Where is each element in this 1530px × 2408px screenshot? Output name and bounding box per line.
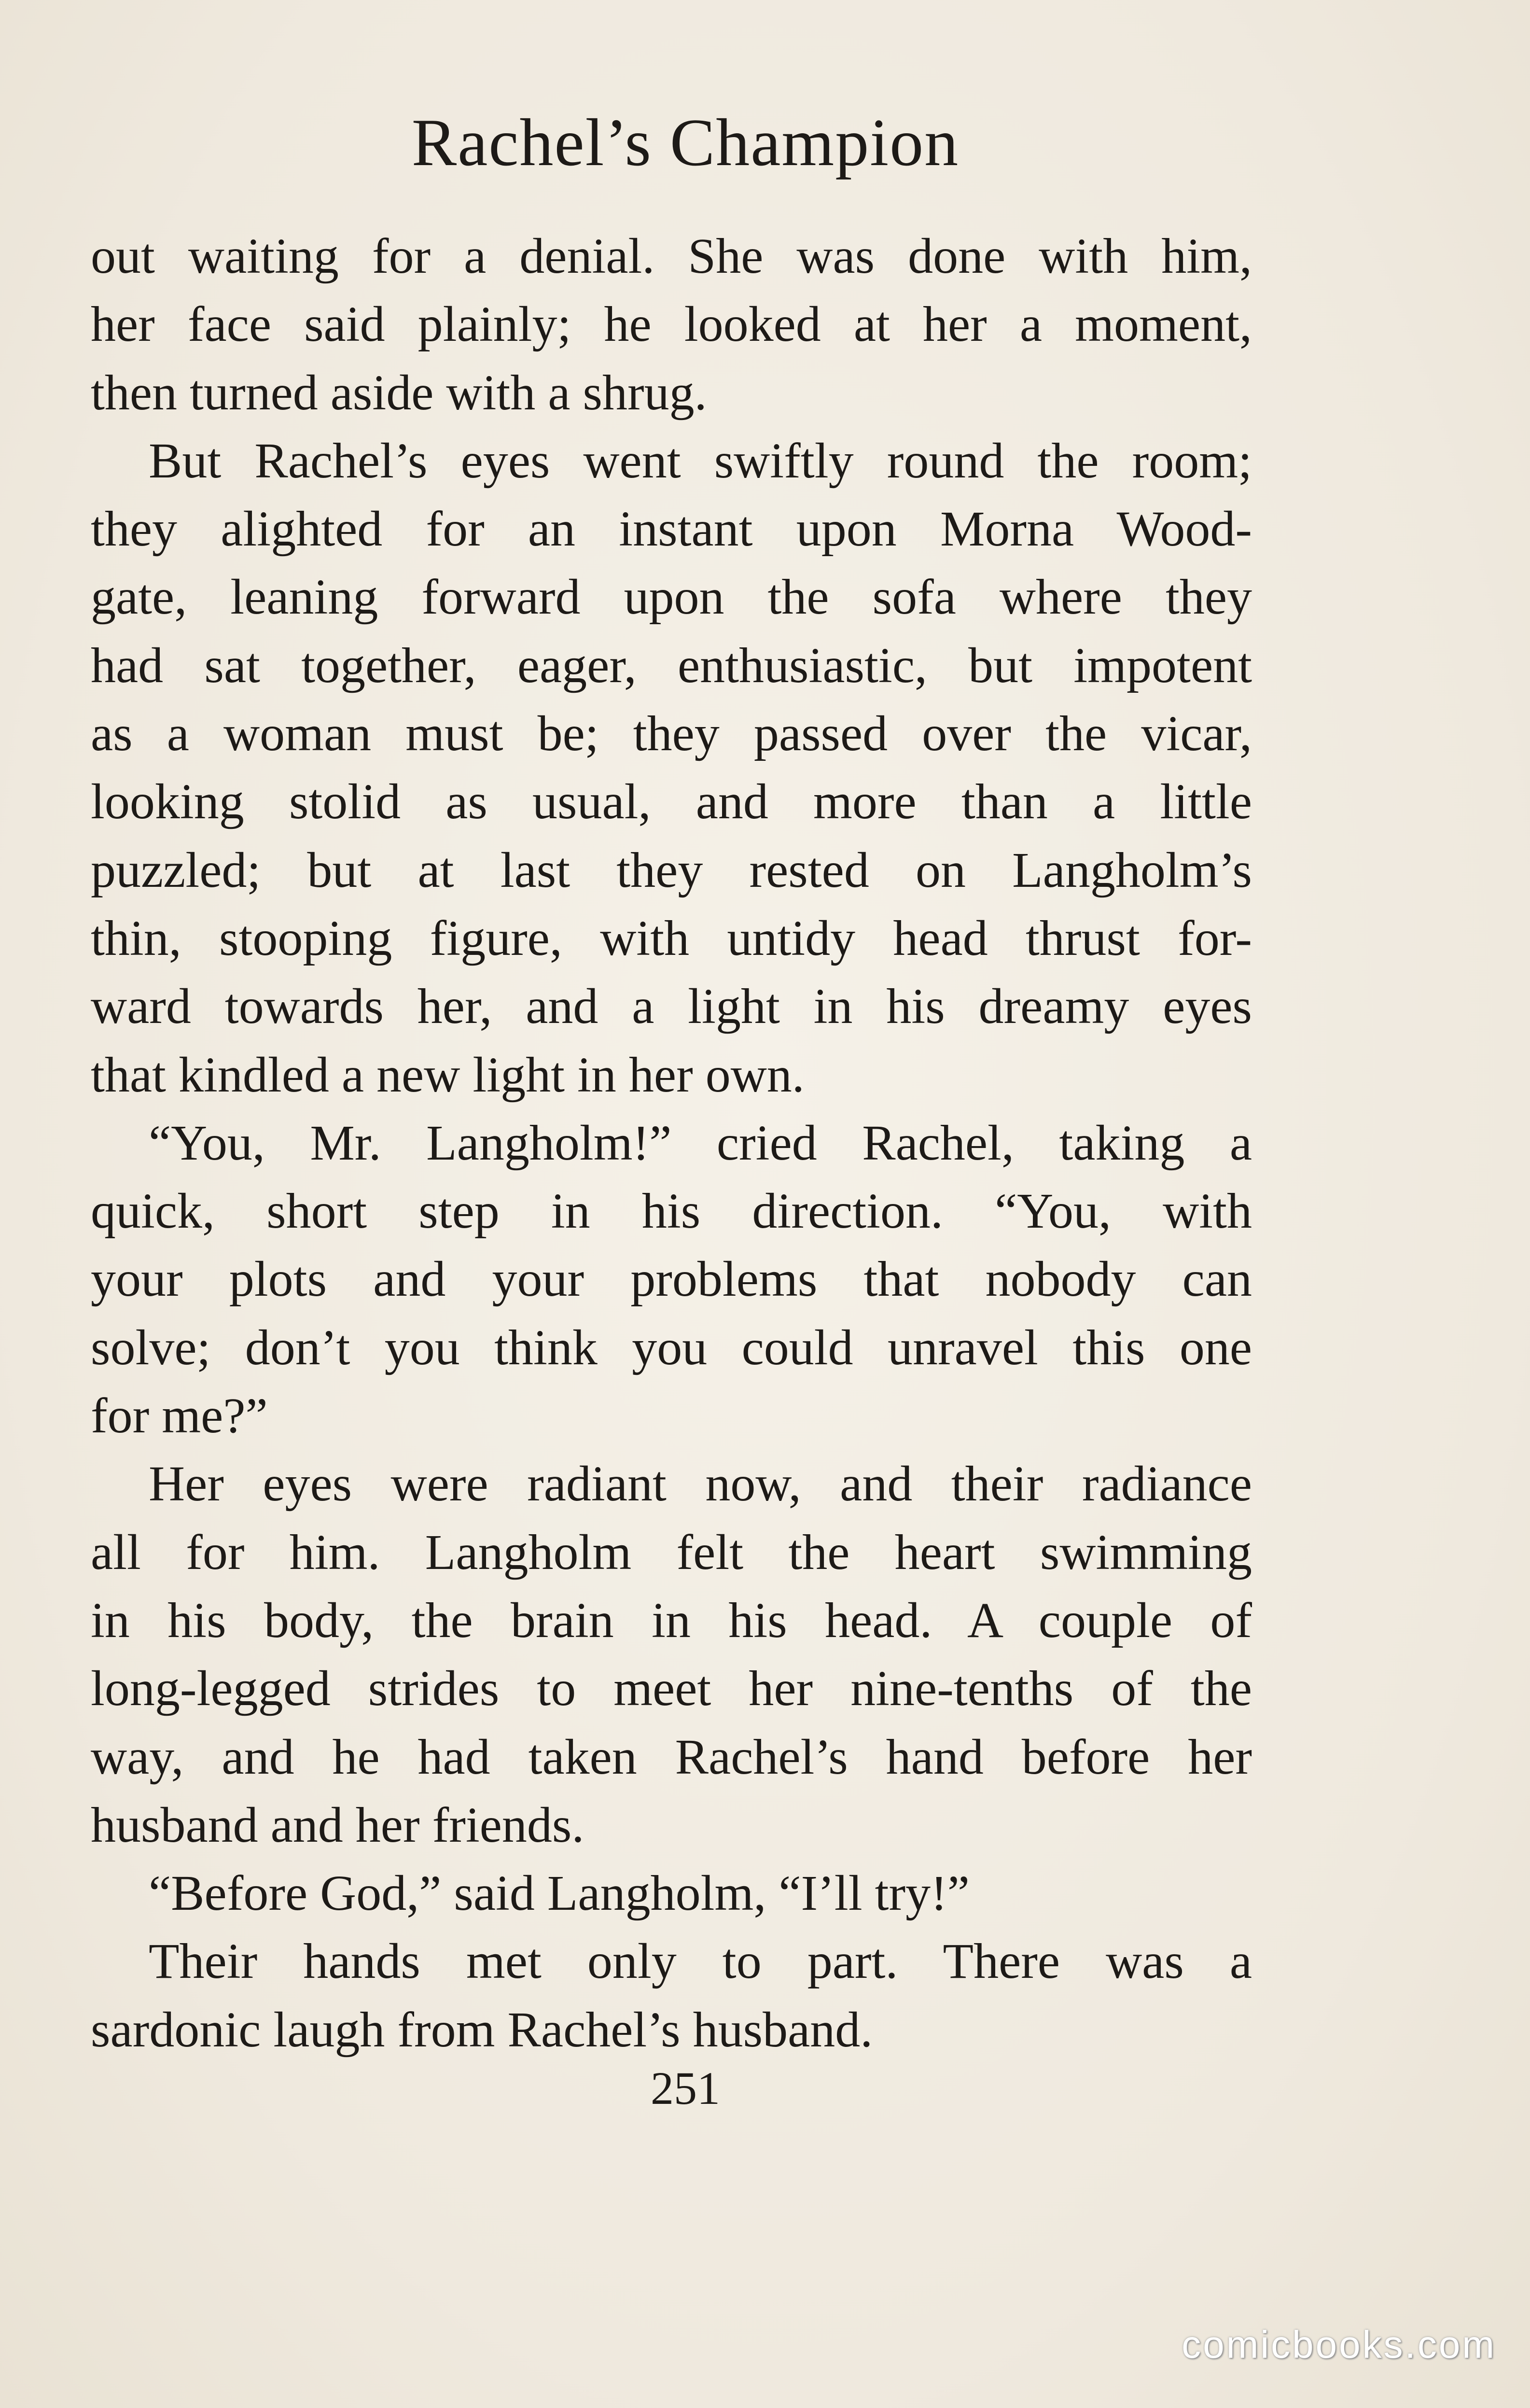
text-line: But Rachel’s eyes went swiftly round the room;: [149, 433, 1252, 489]
text-line: all for him. Langholm felt the heart swimming: [91, 1524, 1252, 1580]
text-line: quick, short step in his direction. “You, with: [91, 1183, 1252, 1239]
body-text: [91, 222, 1252, 2064]
text-line: as a woman must be; they passed over the vicar,: [91, 706, 1252, 762]
text-line: “You, Mr. Langholm!” cried Rachel, taking a: [149, 1115, 1252, 1171]
text-line: your plots and your problems that nobody can: [91, 1251, 1252, 1307]
text-line: solve; don’t you think you could unravel this one: [91, 1319, 1252, 1375]
text-line: puzzled; but at last they rested on Langholm’s: [91, 842, 1252, 898]
text-line: in his body, the brain in his head. A couple of: [91, 1592, 1252, 1648]
paragraph: [91, 1450, 1252, 1859]
text-line: her face said plainly; he looked at her a moment,: [91, 296, 1252, 352]
paragraph: [91, 1109, 1252, 1450]
text-line: looking stolid as usual, and more than a little: [91, 774, 1252, 830]
text-line: ward towards her, and a light in his dreamy eyes: [91, 979, 1252, 1035]
text-line: then turned aside with a shrug.: [91, 364, 707, 420]
text-line: that kindled a new light in her own.: [91, 1047, 805, 1103]
text-line: out waiting for a denial. She was done with him,: [91, 228, 1252, 284]
text-line: “Before God,” said Langholm, “I’ll try!”: [149, 1865, 970, 1921]
paragraph: [91, 1927, 1252, 2064]
paragraph: [91, 222, 1252, 427]
page-number: 251: [651, 2062, 720, 2114]
text-line: Her eyes were radiant now, and their radiance: [149, 1456, 1252, 1512]
text-line: way, and he had taken Rachel’s hand before her: [91, 1729, 1252, 1785]
watermark: comicbooks.com: [1182, 2323, 1496, 2366]
text-line: thin, stooping figure, with untidy head thrust for-: [91, 910, 1252, 966]
running-head: Rachel’s Champion: [411, 105, 960, 180]
text-line: gate, leaning forward upon the sofa where they: [91, 569, 1252, 625]
text-line: for me?”: [91, 1388, 268, 1444]
paragraph: [91, 427, 1252, 1109]
text-line: they alighted for an instant upon Morna Wood-: [91, 501, 1252, 557]
text-line: sardonic laugh from Rachel’s husband.: [91, 2002, 873, 2058]
text-line: long-legged strides to meet her nine-tenths of the: [91, 1661, 1252, 1717]
paragraph: [91, 1859, 1252, 1927]
text-line: Their hands met only to part. There was a: [149, 1933, 1252, 1989]
text-line: had sat together, eager, enthusiastic, but impotent: [91, 637, 1252, 693]
text-line: husband and her friends.: [91, 1797, 584, 1853]
